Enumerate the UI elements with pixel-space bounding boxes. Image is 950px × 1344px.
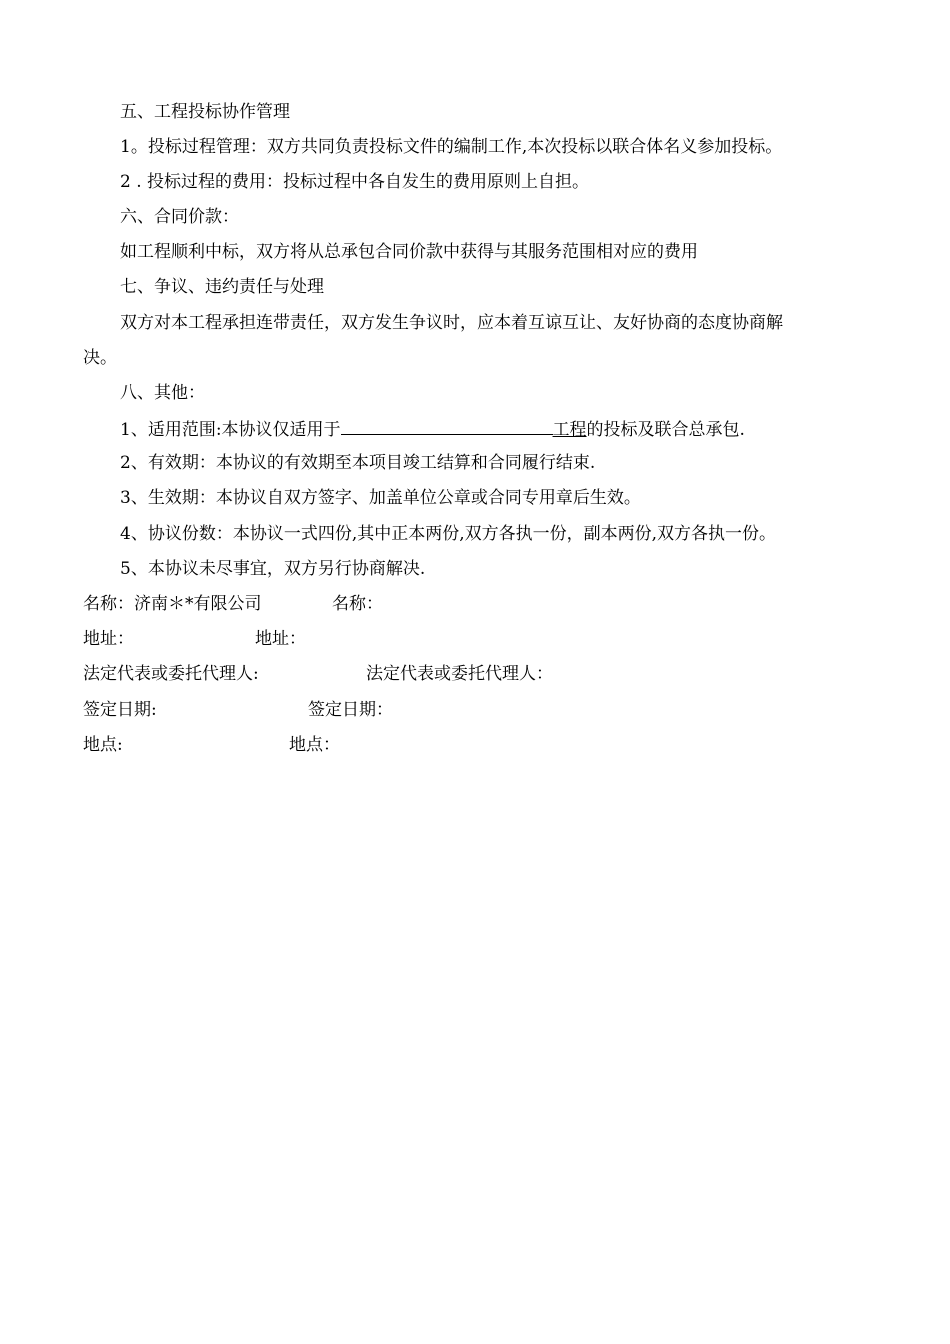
section-8-item-1 bbox=[120, 417, 745, 441]
signature-place-left: 地点: bbox=[83, 735, 123, 755]
signature-place-right: 地点： bbox=[289, 735, 340, 755]
signature-address-right: 地址： bbox=[255, 629, 306, 649]
section-8-heading: 八、其他： bbox=[120, 383, 205, 403]
section-8-item-1-underlined: 工程 bbox=[552, 420, 587, 440]
signature-name-right: 名称： bbox=[332, 594, 383, 614]
section-5-item-2: 2 . 投标过程的费用：投标过程中各自发生的费用原则上自担。 bbox=[120, 172, 590, 192]
signature-date-right: 签定日期： bbox=[308, 700, 393, 720]
section-6-body: 如工程顺利中标，双方将从总承包合同价款中获得与其服务范围相对应的费用 bbox=[120, 242, 698, 262]
signature-name-left: 名称：济南＊*有限公司 bbox=[83, 594, 262, 614]
section-5-item-1: 1。投标过程管理：双方共同负责投标文件的编制工作,本次投标以联合体名义参加投标。 bbox=[120, 137, 783, 157]
signature-rep-left: 法定代表或委托代理人: bbox=[83, 664, 259, 684]
project-name-blank bbox=[341, 417, 553, 435]
section-5-heading: 五、工程投标协作管理 bbox=[120, 102, 290, 122]
section-8-item-1-suffix: 的投标及联合总承包. bbox=[586, 420, 745, 440]
section-8-item-5: 5、本协议未尽事宜，双方另行协商解决. bbox=[120, 559, 426, 579]
signature-rep-right: 法定代表或委托代理人： bbox=[366, 664, 553, 684]
section-8-item-1-prefix: 1、适用范围:本协议仅适用于 bbox=[120, 420, 341, 440]
section-7-body-line-1: 双方对本工程承担连带责任，双方发生争议时，应本着互谅互让、友好协商的态度协商解 bbox=[120, 313, 783, 333]
signature-address-left: 地址： bbox=[83, 629, 134, 649]
section-7-heading: 七、争议、违约责任与处理 bbox=[120, 277, 324, 297]
section-8-item-3: 3、生效期：本协议自双方签字、加盖单位公章或合同专用章后生效。 bbox=[120, 488, 641, 508]
section-7-body-line-2: 决。 bbox=[83, 348, 117, 368]
section-8-item-4: 4、协议份数：本协议一式四份,其中正本两份,双方各执一份，副本两份,双方各执一份。 bbox=[120, 524, 777, 544]
section-6-heading: 六、合同价款： bbox=[120, 207, 239, 227]
signature-date-left: 签定日期: bbox=[83, 700, 157, 720]
section-8-item-2: 2、有效期：本协议的有效期至本项目竣工结算和合同履行结束. bbox=[120, 453, 596, 473]
